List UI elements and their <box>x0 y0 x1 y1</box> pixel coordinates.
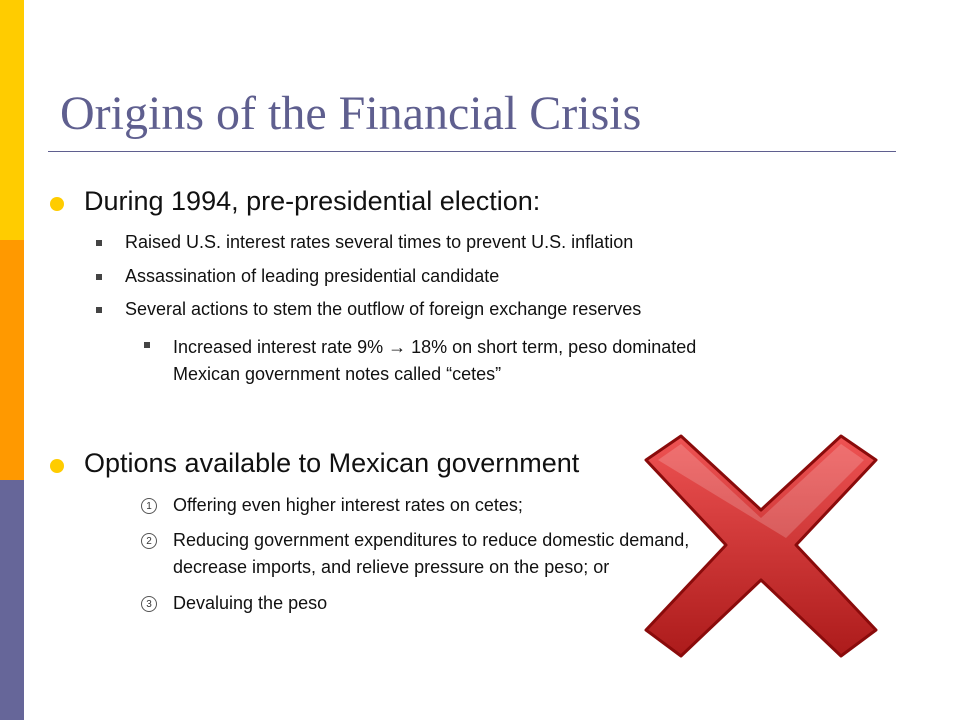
number-1-icon: 1 <box>141 498 157 514</box>
square-bullet-icon <box>96 274 102 280</box>
section1-item-1: Raised U.S. interest rates several times to prevent U.S. inflation <box>125 232 634 252</box>
yellow-dot-icon <box>50 459 64 473</box>
square-bullet-icon <box>96 307 102 313</box>
section1-subitem-line1: Increased interest rate 9% → 18% on short term, peso dominated <box>173 337 697 357</box>
yellow-dot-icon <box>50 197 64 211</box>
sidebar-accent-orange <box>0 240 24 480</box>
square-bullet-icon <box>144 342 150 348</box>
option-2-line2: decrease imports, and relieve pressure on the peso; or <box>173 557 610 577</box>
title-divider <box>48 151 896 152</box>
option-1-line1: Offering even higher interest rates on cetes; <box>173 495 523 515</box>
option-2-line1: Reducing government expenditures to reduce domestic demand, <box>173 530 690 550</box>
section2-heading: Options available to Mexican government <box>84 448 580 478</box>
square-bullet-icon <box>96 240 102 246</box>
slide-title: Origins of the Financial Crisis <box>60 87 642 140</box>
number-2-icon: 2 <box>141 533 157 549</box>
number-3-icon: 3 <box>141 596 157 612</box>
sidebar-accent-yellow <box>0 0 24 240</box>
section1-subitem-line2: Mexican government notes called “cetes” <box>173 364 502 384</box>
red-x-icon <box>636 430 886 660</box>
section1-item-3: Several actions to stem the outflow of foreign exchange reserves <box>125 299 642 319</box>
option-3-line1: Devaluing the peso <box>173 593 328 613</box>
section1-item-2: Assassination of leading presidential candidate <box>125 266 500 286</box>
sidebar-accent-purple <box>0 480 24 720</box>
section1-subitem <box>173 334 873 388</box>
section1-heading: During 1994, pre-presidential election: <box>84 186 541 216</box>
